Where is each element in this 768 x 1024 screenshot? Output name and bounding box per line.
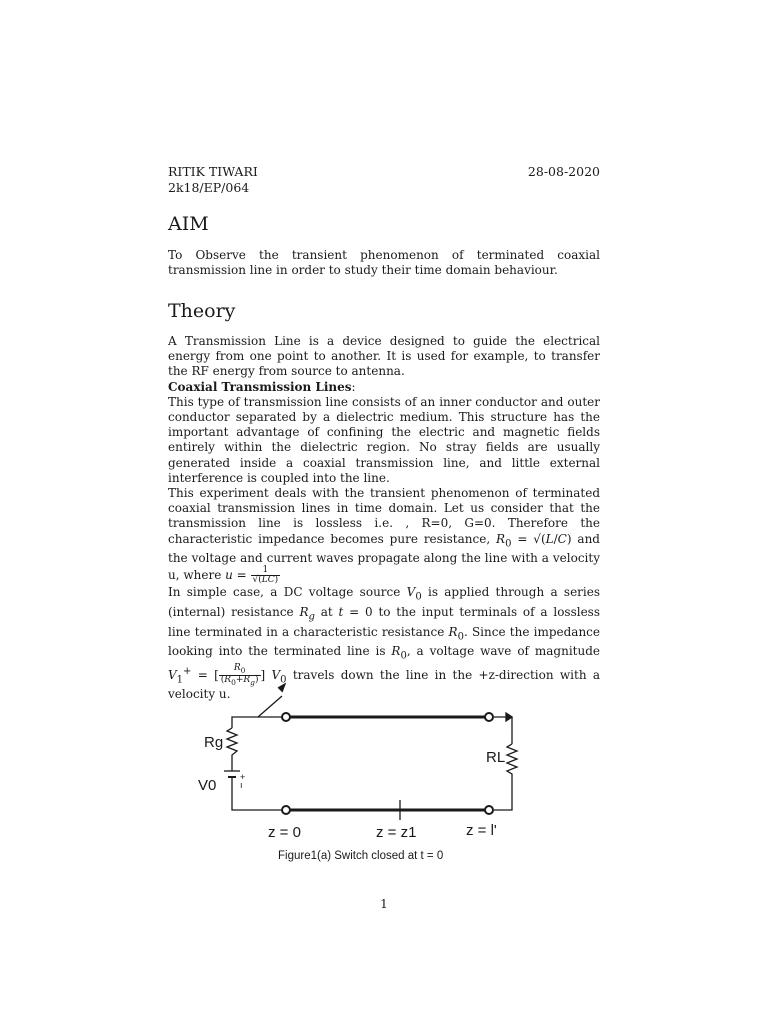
dc-text-c: at — [314, 605, 339, 620]
load-bottom-terminal — [485, 806, 493, 814]
coax-text: This type of transmission line consists of an inner conductor and outer conductor separated by a dielectric medium. This structure has the important advantage of confining the electric and magnetic fields entirely within the dielectric region. No stray fields are usually generated inside a coaxial transmission line, and little external interference is coupled into the line. — [168, 394, 600, 485]
rl-label: RL — [486, 749, 506, 766]
coax-section: Coaxial Transmission Lines: — [168, 379, 356, 394]
input-top-terminal — [282, 713, 290, 721]
dc-text-b: is applied through a series (internal) resistance — [168, 585, 601, 620]
rg-label: Rg — [204, 734, 224, 751]
rl-resistor — [507, 744, 517, 778]
aim-text: To Observe the transient phenomenon of terminated coaxial transmission line in order to study their time domain behaviour. — [168, 248, 600, 278]
v0-label: V0 — [198, 777, 217, 794]
theory-heading: Theory — [168, 300, 236, 322]
dc-text-d: to the input terminals of a lossless line terminated in a characteristic resistance — [168, 605, 600, 639]
experiment-paragraph: This experiment deals with the transient phenomenon of terminated coaxial transmission lines in time domain. Let us consider that the transmission line is lossless i.e. , R=0, G=0. Therefore the characteristic impedance becomes pure resistance, $R_0 = √(L/C)$ and the voltage and current waves propagate along the line with a velocity u, where u = $\frac{1}{√(LC)}$ — [168, 486, 600, 586]
dc-source-paragraph: In simple case, a DC voltage source $V_0$ is applied through a series (internal) resistance $R_g$ at t = 0 to the input terminals of a lossless line terminated in a characteristic resistance $R_0$. Since the impedance looking into the terminated line is $R_0$, a voltage wave of magnitude $V_1^+$ = [ $\frac{R_0}{(R_0+R_g)}$ ] $V_0$ travels down the line in the +z-direction with a velocity u. — [168, 585, 601, 702]
input-bottom-terminal — [282, 806, 290, 814]
load-top-terminal — [485, 713, 493, 721]
figure-caption: Figure1(a) Switch closed at t = 0 — [278, 850, 444, 862]
coax-title: Coaxial Transmission Lines — [168, 379, 352, 394]
dc-text-f: , a voltage wave of magnitude — [406, 644, 601, 659]
experiment-text-b: and the voltage and current waves propagate along the line with a velocity u, where — [168, 531, 600, 583]
circuit-diagram — [190, 680, 550, 850]
svg-text:+: + — [240, 772, 246, 782]
switch-arm — [258, 696, 282, 717]
zl-label: z = l' — [466, 822, 497, 839]
roll-number: 2k18/EP/064 — [168, 180, 250, 195]
z0-label: z = 0 — [268, 824, 301, 841]
experiment-text-a: This experiment deals with the transient phenomenon of terminated coaxial transmission lines in time domain. Let us consider that the transmission line is lossless i.e. , R=0, G=0. Therefore the characteristic impedance becomes pure resistance, — [168, 486, 600, 546]
page-number: 1 — [380, 897, 388, 911]
direction-arrow-icon — [506, 713, 512, 721]
rg-resistor — [227, 728, 237, 758]
left-wire — [232, 717, 286, 810]
dc-text-e: . Since the impedance looking into the terminated line is — [168, 624, 601, 659]
dc-text-g: travels down the line in the +z-direction with a velocity u. — [168, 667, 600, 702]
aim-heading: AIM — [168, 213, 209, 235]
author-block — [168, 164, 258, 196]
svg-text:ı: ı — [240, 780, 243, 790]
theory-intro: A Transmission Line is a device designed to guide the electrical energy from one point to another. It is used for example, to transfer the RF energy from source to antenna. — [168, 334, 600, 379]
velocity-fraction: $\frac{1}{√(LC)}$ — [252, 565, 279, 586]
report-date: 28-08-2020 — [527, 164, 600, 179]
magnitude-fraction: $\frac{R_0}{(R_0+R_g)}$ — [220, 663, 259, 687]
theory-body — [168, 334, 600, 703]
dc-text-a: In simple case, a DC voltage source — [168, 585, 407, 600]
z1-label: z = z1 — [376, 824, 417, 841]
author-name: RITIK TIWARI — [168, 164, 258, 179]
